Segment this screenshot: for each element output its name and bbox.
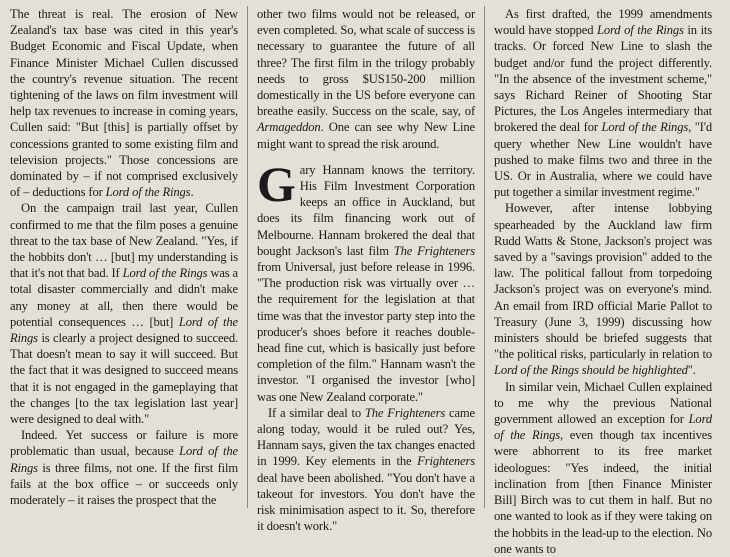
text: other two films would not be released, or even completed. So, what scale of success is necessary to guarantee the future of all three? The first film in the trilogy probably needs to gross $US150-200 million domestically in the US before everyone can breathe easily. Success on the scale, say, of	[257, 7, 475, 119]
paragraph	[10, 6, 238, 200]
text: .	[190, 185, 194, 200]
text: However, after intense lobbying spearheaded by the Auckland law firm Rudd Watts & Stone, Jackson's project was saved by a "savings provision" added to the law. The political fallout from torpedoing Jackson's project was on everyone's mind. An email from IRD official Marie Pallot to Treasury (June 3, 1999) discussing how ministers should be briefed suggests that "the political risks, particularly in relation to	[494, 201, 712, 362]
text: came along today, would it be ruled out? Yes, Hannam says, given the tax changes enacted in 1999. Key elements in the	[257, 405, 475, 469]
paragraph	[494, 379, 712, 557]
paragraph	[494, 200, 712, 378]
text: ".	[687, 363, 696, 378]
text: Indeed. Yet success or failure is more problematic than usual, because	[10, 428, 238, 459]
film-title: Lord of the Rings should be highlighted	[494, 363, 688, 378]
film-title: The Frighteners	[364, 405, 446, 420]
film-title: Lord of the Rings	[601, 120, 689, 135]
text: from Universal, just before release in 1996. "The production risk was virtually over … the requirement for the legislation at that time was that the investor party step into the producer's shoes before it reaches double-head fine cut, which is basically just before completion of the film." Hannam wasn't the investor. "I organised the investor [who] was one New Zealand corporate."	[257, 260, 475, 404]
text: . One can see why New Line might want to spread the risk around.	[257, 120, 475, 151]
text: As first drafted, the 1999 amendments would have stopped	[494, 7, 712, 38]
paragraph	[257, 405, 475, 535]
film-title: Frighteners	[417, 454, 475, 469]
film-title: Lord of the Rings	[10, 314, 238, 346]
film-title: Lord of the Rings	[597, 23, 684, 38]
film-title: Lord of the Rings	[105, 185, 191, 200]
film-title: Lord of the Rings	[122, 266, 208, 281]
film-title: The Frighteners	[393, 243, 475, 258]
film-title: Armageddon	[257, 120, 321, 135]
film-title: Lord of the Rings	[494, 412, 712, 443]
text: In similar vein, Michael Cullen explained to me why the previous National government allowed an exception for	[494, 379, 712, 427]
column-2	[247, 6, 484, 534]
text: deal have been abolished. "You don't have a takeout for investors. You don't have the risk minimisation aspect to it. So, therefore it doesn't work."	[257, 470, 475, 534]
text: On the campaign trail last year, Cullen confirmed to me that the film poses a genuine threat to the tax base of New Zealand. "Yes, if the hobbits don't … [but] my understanding is that it's not that bad. If	[10, 201, 238, 281]
text: ary Hannam knows the territory. His Film Investment Corporation keeps an office in Auckland, but does its film financing work out of Melbourne. Hannam brokered the deal that bought Jackson's last film	[257, 162, 475, 258]
text: The threat is real. The erosion of New Zealand's tax base was cited in this year's Budget Economic and Fiscal Update, when Finance Minister Michael Cullen discussed the country's revenue situation. The recent tightening of the laws on film investment will help tax revenues to increase in coming years, Cullen said: "But [this] is partially offset by concessions granted to some existing film and television projects." Those concessions are dominated by – if not comprised exclusively of – deductions for	[10, 7, 238, 200]
column-1	[10, 6, 247, 508]
text: , even though tax incentives were abhorrent to its free market ideologues: "Yes indeed, the initial inclination from [then Finance Minister Bill] Birch was to cut them in half. But no one wanted to look as if they were taking on the hobbits in the lead-up to the election. No one wants to	[494, 428, 712, 556]
paragraph	[10, 200, 238, 427]
paragraph	[494, 6, 712, 200]
text: is three films, not one. If the first film fails at the box office – or succeeds only moderately – it raises the prospect that the	[10, 460, 238, 508]
column-3	[484, 6, 721, 556]
text: in its tracks. Or forced New Line to slash the budget and/or fund the project differently. "In the absence of the investment scheme," says Richard Reiner of Shooting Star Pictures, the Los Angeles intermediary that brokered the deal for	[494, 23, 713, 135]
text: If a similar deal to	[268, 405, 365, 420]
paragraph	[257, 155, 475, 405]
drop-cap: G	[257, 155, 296, 212]
text: was a total disaster commercially and didn't make any money at all, then there would be potential consequences … [but]	[10, 266, 238, 329]
text: is clearly a project designed to succeed. That doesn't mean to say it will succeed. But the fact that it was designed to succeed means that it is not engaged in the gameplaying that the changes [to the tax legislation last year] were designed to deal with."	[10, 331, 238, 427]
paragraph	[10, 427, 238, 508]
film-title: Lord of the Rings	[10, 444, 238, 475]
text: , "I'd query whether New Line wouldn't have pushed to make films two and three in the US. Or in Australia, where we could have put together a similar investment regime."	[494, 120, 712, 200]
paragraph	[257, 6, 475, 152]
